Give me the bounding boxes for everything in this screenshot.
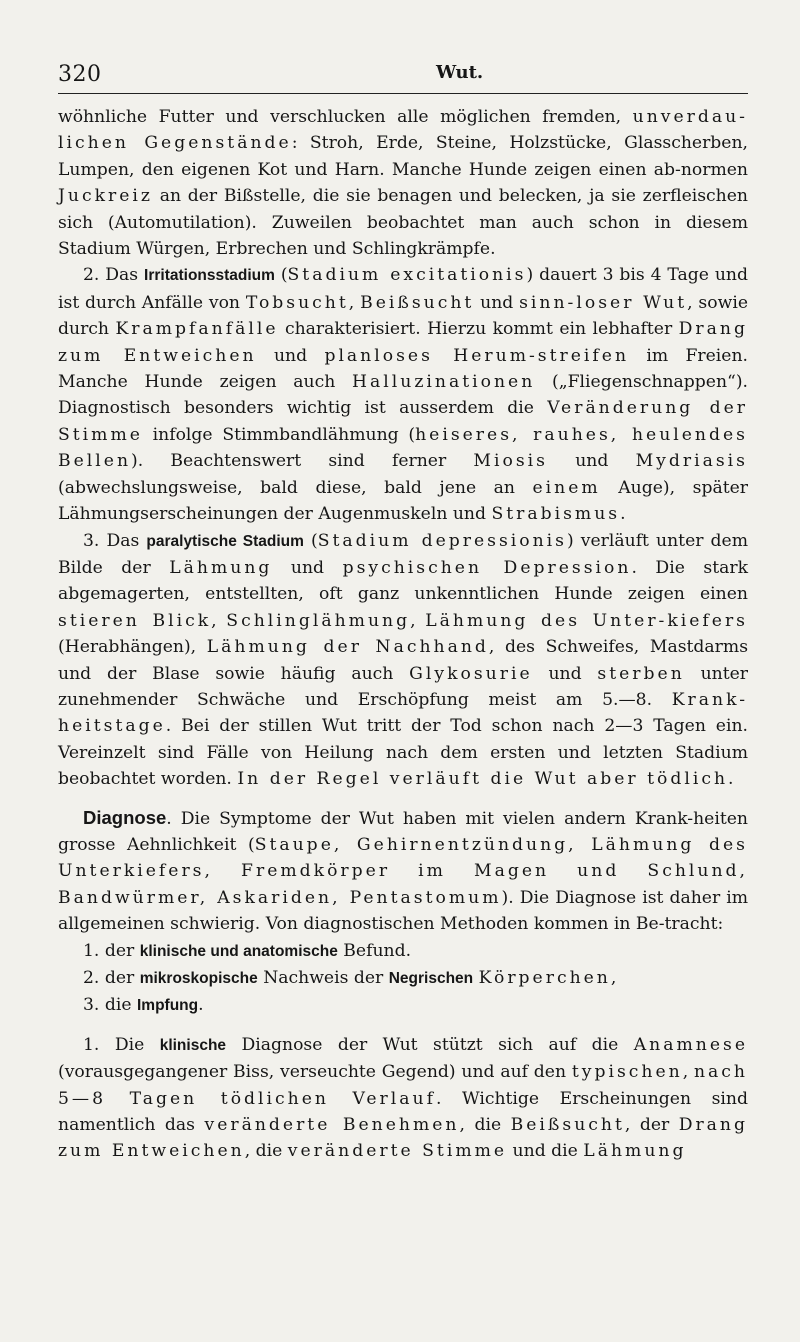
paragraph-clinical-diagnosis: 1. Die klinische Diagnose der Wut stützt sich auf die Anamnese (vorausgegangener Biss, verseuchte Gegend) und auf den typischen, nach 5—8 Tagen tödlichen Verlauf. Wichtige Erscheinungen sind namentlich das veränderte Benehmen, die Beißsucht, der Drang zum Entweichen, die veränderte Stimme und die Lähmung (58, 1034, 749, 1162)
page-number: 320 (58, 62, 102, 87)
section-heading-diagnose: Diagnose (83, 806, 167, 828)
paragraph-continuation: wöhnliche Futter und verschlucken alle möglichen fremden, unverdau-lichen Gegenstände: Stroh, Erde, Steine, Holzstücke, Glasscherben, Lumpen, den eigenen Kot und Harn. Manche Hunde zeigen einen ab-normen Juckreiz an der Bißstelle, die sie benagen und belecken, ja sie zerfleischen sich (Automutilation). Zuweilen beobachtet man auch schon in diesem Stadium Würgen, Erbrechen und Schlingkrämpfe. (58, 107, 748, 260)
page-header (58, 62, 748, 92)
paragraph-paralytic-stage: 3. Das paralytische Stadium (Stadium depressionis) verläuft unter dem Bilde der Lähmung und psychischen Depression. Die stark abgemagerten, entstellten, oft ganz unkenntlichen Hunde zeigen einen stieren Blick, Schlinglähmung, Lähmung des Unter-kiefers (Herabhängen), Lähmung der Nachhand, des Schweifes, Mastdarms und der Blase sowie häufig auch Glykosurie und sterben unter zunehmender Schwäche und Erschöpfung meist am 5.—8. Krank-heitstage. Bei der stillen Wut tritt der Tod schon nach 2—3 Tagen ein. Vereinzelt sind Fälle von Heilung nach dem ersten und letzten Stadium beobachtet worden. In der Regel verläuft die Wut aber tödlich. (58, 530, 749, 790)
running-title: Wut. (436, 62, 484, 83)
list-item: 2. der mikroskopische Nachweis der Negrischen Körperchen, (83, 968, 617, 988)
body-text (58, 104, 748, 1165)
list-item: 3. die Impfung. (83, 995, 204, 1016)
paragraph-irritation-stage: 2. Das Irritationsstadium (Stadium excitationis) dauert 3 bis 4 Tage und ist durch Anfälle von Tobsucht, Beißsucht und sinn-loser Wut, sowie durch Krampfanfälle charakterisiert. Hierzu kommt ein lebhafter Drang zum Entweichen und planloses Herum-streifen im Freien. Manche Hunde zeigen auch Halluzinationen („Fliegenschnappen“). Diagnostisch besonders wichtig ist ausserdem die Veränderung der Stimme infolge Stimmbandlähmung (heiseres, rauhes, heulendes Bellen). Beachtenswert sind ferner Miosis und Mydriasis (abwechslungsweise, bald diese, bald jene an einem Auge), später Lähmungserscheinungen der Augenmuskeln und Strabismus. (58, 265, 748, 525)
list-item: 1. der klinische und anatomische Befund. (83, 940, 412, 961)
paragraph-diagnosis: Diagnose. Die Symptome der Wut haben mit vielen andern Krank-heiten grosse Aehnlichkeit (Staupe, Gehirnentzündung, Lähmung des Unterkiefers, Fremdkörper im Magen und Schlund, Bandwürmer, Askariden, Pentastomum). Die Diagnose ist daher im allgemeinen schwierig. Von diagnostischen Methoden kommen in Be-tracht: (58, 806, 748, 935)
header-rule (58, 93, 748, 94)
